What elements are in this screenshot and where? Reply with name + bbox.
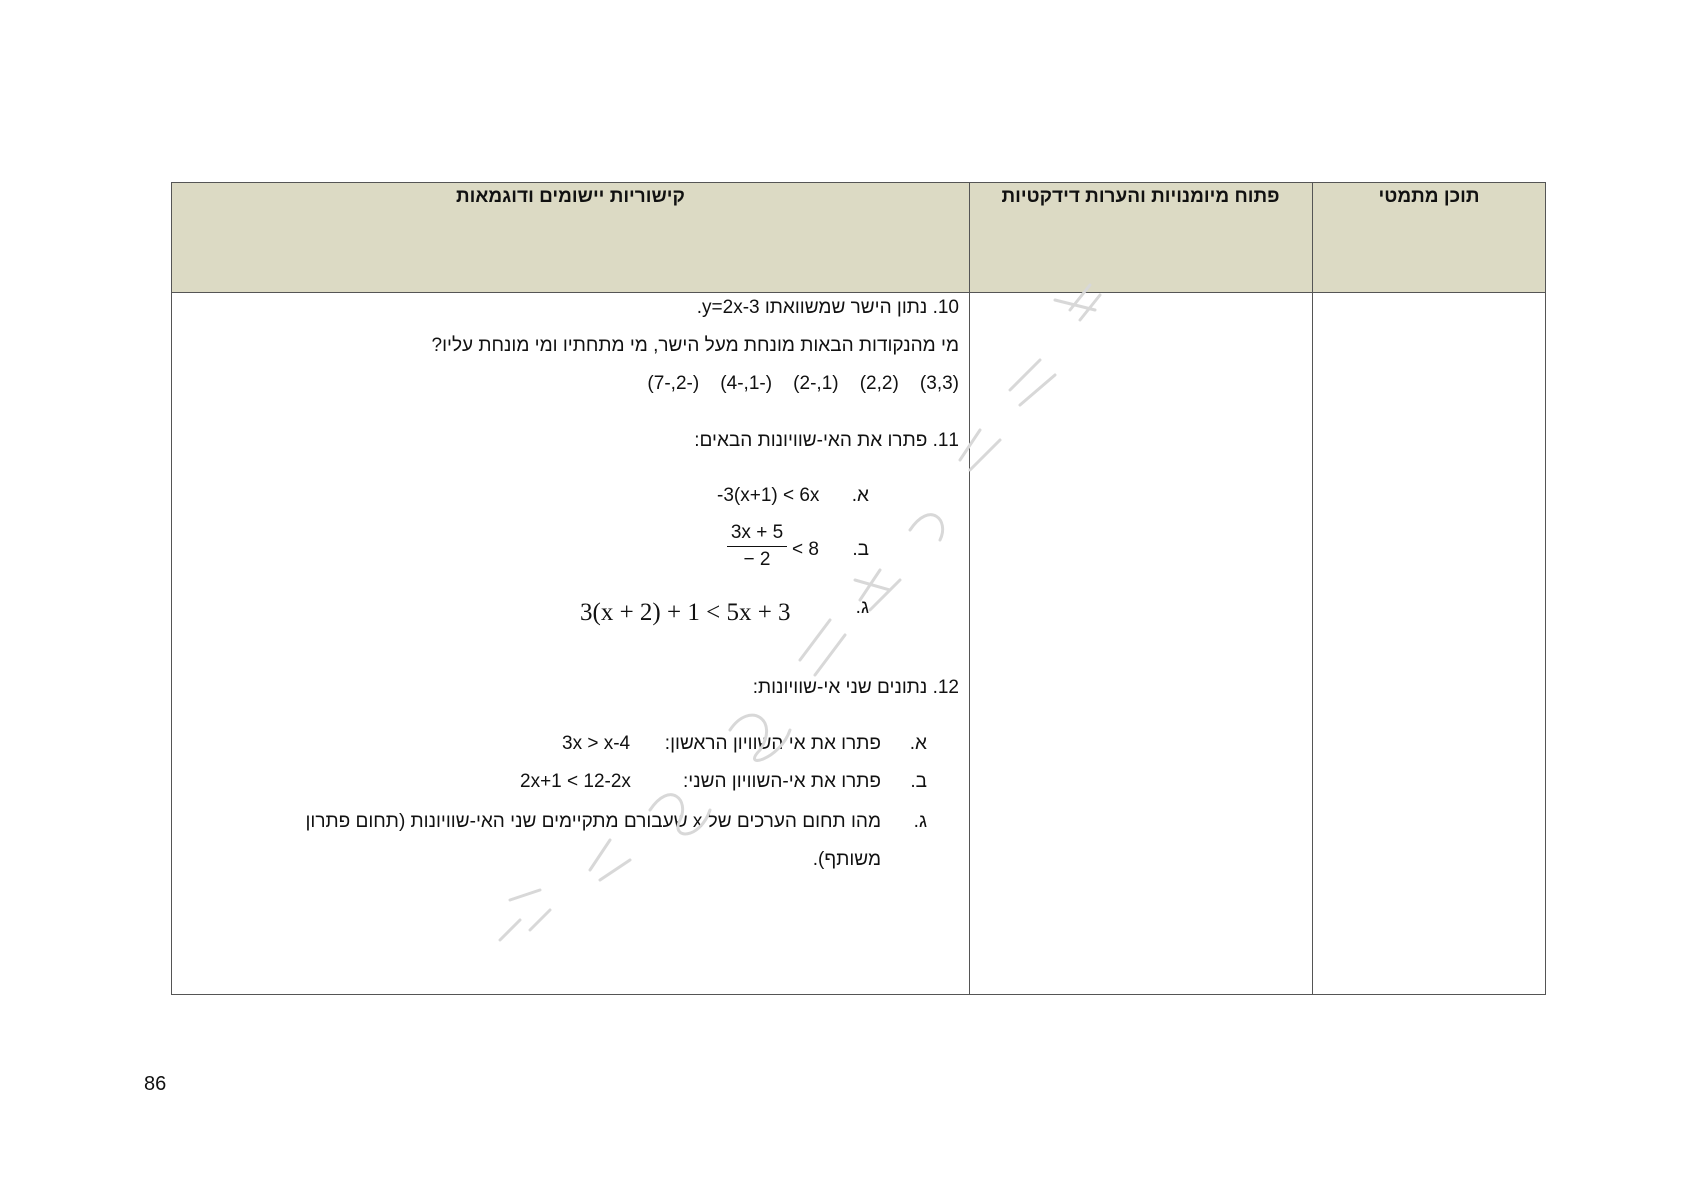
question-12a-expr: 3x > x-4: [562, 733, 631, 754]
inequality-b-rhs: < 8: [792, 539, 819, 560]
point: (3,3): [919, 373, 959, 394]
question-12c-line1: מהו תחום הערכים של x שעבורם מתקיימים שני האי-שוויונות (תחום פתרון: [305, 811, 881, 832]
question-10-line2: מי מהנקודות הבאות מונחת מעל הישר, מי מתחתיו ומי מונחת עליו?: [431, 335, 959, 356]
fraction-numerator: 3x + 5: [730, 522, 784, 543]
fraction-denominator: − 2: [743, 549, 771, 570]
question-10-line1: [697, 297, 959, 319]
item-label-b: ב.: [852, 539, 869, 560]
item-label-a: א.: [851, 485, 869, 506]
point: (-2,-7): [647, 373, 700, 394]
question-12b-expr: 2x+1 < 12-2x: [520, 771, 631, 792]
question-11-line: [694, 430, 959, 452]
question-10-points: [647, 373, 959, 395]
column-divider: [1312, 183, 1313, 994]
item-label-c: ג.: [913, 811, 927, 832]
question-12b-text: פתרו את אי-השוויון השני:: [683, 771, 881, 792]
applications-cell: [172, 292, 969, 995]
item-label-b: ב.: [910, 771, 927, 792]
question-11-text: פתרו את האי-שוויונות הבאים:: [694, 430, 928, 451]
question-10-text: נתון הישר שמשוואתו y=2x-3.: [696, 297, 928, 318]
question-11-number: 11.: [932, 430, 959, 451]
item-label-a: א.: [909, 733, 927, 754]
inequality-c: 3(x + 2) + 1 < 5x + 3: [580, 599, 791, 626]
question-12-text: נתונים שני אי-שוויונות:: [752, 677, 928, 698]
point: (-1,-4): [720, 373, 773, 394]
inequality-a: -3(x+1) < 6x: [717, 485, 820, 506]
question-12-line: [753, 677, 959, 699]
fraction-bar: [727, 546, 787, 547]
header-applications: קישוריות יישומים ודוגמאות: [456, 186, 685, 207]
question-12-number: 12.: [932, 677, 959, 698]
point: (1,-2): [793, 373, 839, 394]
header-skills: פתוח מיומנויות והערות דידקטיות: [1001, 186, 1280, 207]
question-12c-line2: משותף).: [812, 849, 881, 870]
point: (2,2): [859, 373, 899, 394]
header-math-content: תוכן מתמטי: [1378, 186, 1480, 207]
question-12a-text: פתרו את אי השוויון הראשון:: [664, 733, 881, 754]
item-label-c: ג.: [855, 597, 869, 618]
page-number: 86: [144, 1073, 167, 1095]
column-divider: [969, 183, 970, 994]
curriculum-table: [171, 182, 1546, 995]
fraction-b: [727, 522, 787, 571]
question-10-number: 10.: [932, 297, 959, 318]
